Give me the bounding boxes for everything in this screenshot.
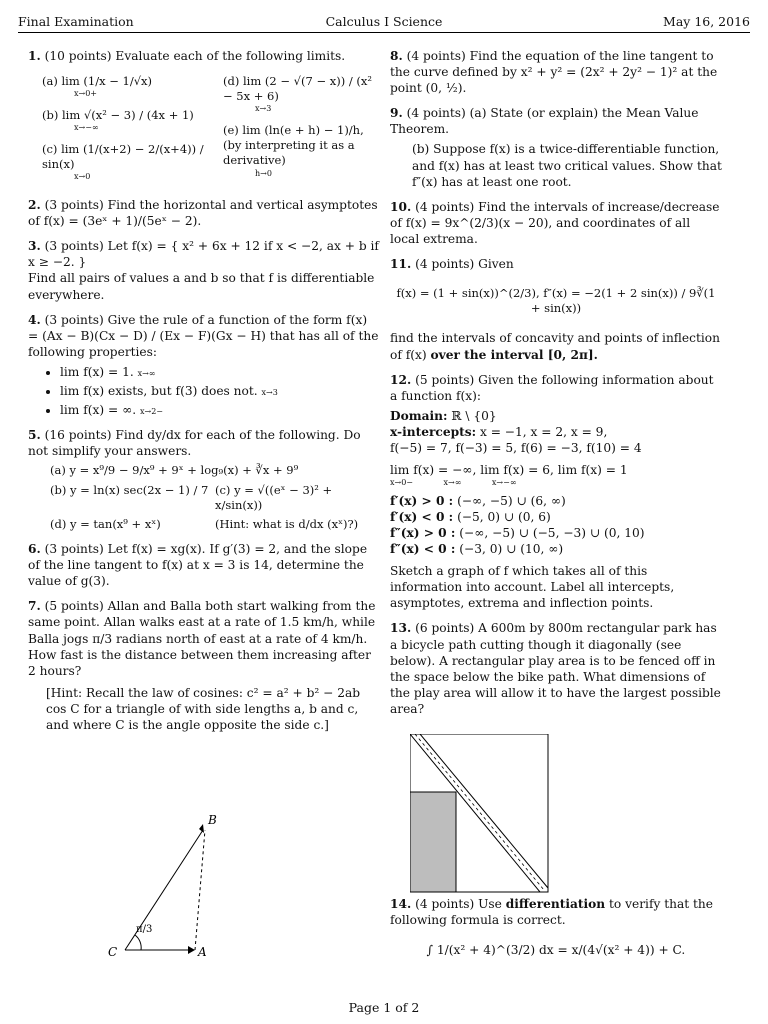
q14-text-post: to verify that the following formula is correct. (390, 897, 713, 928)
header-left: Final Examination (18, 14, 134, 29)
q4-text: Give the rule of a function of the form f(x) = (Ax − B)(Cx − D) / (Ex − F)(Gx − H) that has all of the following properties: (28, 312, 379, 359)
question-13 (390, 620, 722, 717)
q1-part-e-sub: h→0 (255, 168, 272, 178)
q1-part-a-sub: x→0+ (74, 89, 98, 99)
q8-points: (4 points) (406, 49, 466, 63)
label-B: B (208, 813, 217, 827)
q1-part-d-sub: x→3 (255, 104, 272, 114)
q1-part-d: (d) lim (2 − √(7 − x)) / (x² − 5x + 6) (223, 74, 372, 104)
q14-text-bold: differentiation (505, 897, 606, 911)
q5-text: Find dy/dx for each of the following. Do not simplify your answers. (28, 428, 361, 459)
q3-text: Let f(x) = { x² + 6x + 12 if x < −2, ax + b if x ≥ −2. } (28, 239, 379, 270)
q11-text2: find the intervals of concavity and points of inflection of f(x) (390, 331, 720, 362)
question-6 (28, 541, 380, 589)
q4-property-3: • lim f(x) = ∞. x→2− (60, 402, 380, 418)
q6-text: Let f(x) = xg(x). If g′(3) = 2, and the slope of the line tangent to f(x) at x = 3 is 14, determine the value of g(3). (28, 542, 368, 589)
q12-fpp-neg: (−3, 0) ∪ (10, ∞) (459, 542, 564, 557)
q14-number: 14. (390, 897, 412, 911)
q5-part-c: (c) y = √((eˣ − 3)² + x/sin(x)) (215, 482, 333, 512)
q12-xint-label: x-intercepts: (390, 424, 477, 439)
q1-part-a: (a) lim (1/x − 1/√x) (42, 74, 153, 89)
left-column (28, 48, 380, 959)
q9-number: 9. (390, 106, 403, 121)
question-8 (390, 48, 722, 96)
q12-fp-pos: (−∞, −5) ∪ (6, ∞) (457, 493, 566, 508)
q11-points: (4 points) (415, 257, 475, 272)
q12-fpp-neg-label: f″(x) < 0 : (390, 542, 456, 557)
q6-points: (3 points) (44, 542, 104, 557)
q5-part-d: (d) y = tan(x⁹ + xˣ) (50, 516, 161, 531)
question-1 (28, 48, 380, 188)
q9-part-b: (b) Suppose f(x) is a twice-differentiable function, and f(x) has at least two critical values. Show that f″(x) has at least one root. (412, 142, 722, 189)
q3-text2: Find all pairs of values a and b so that f is differentiable everywhere. (28, 271, 375, 302)
right-column (390, 48, 722, 958)
q1-part-c: (c) lim (1/(x+2) − 2/(x+4)) / sin(x) (42, 141, 204, 171)
q2-text: Find the horizontal and vertical asymptotes of f(x) = (3eˣ + 1)/(5eˣ − 2). (28, 198, 378, 229)
q11-formula: f(x) = (1 + sin(x))^(2/3), f″(x) = −2(1 + 2 sin(x)) / 9∛(1 + sin(x)) (396, 286, 716, 316)
question-4 (28, 312, 380, 419)
q14-points: (4 points) (415, 897, 475, 911)
question-5 (28, 427, 380, 532)
q11-number: 11. (390, 257, 412, 272)
q12-text: Given the following information about a function f(x): (390, 372, 714, 403)
q12-xint: x = −1, x = 2, x = 9, (479, 424, 608, 439)
q1-part-b: (b) lim √(x² − 3) / (4x + 1) (42, 107, 194, 122)
q7-number: 7. (28, 599, 41, 614)
q5-number: 5. (28, 428, 41, 443)
q12-domain-label: Domain: (390, 408, 448, 423)
q13-text: A 600m by 800m rectangular park has a bicycle path cutting though it diagonally (see below). A rectangular play area is to be fenced off in the space below the bike path. What dimensions of the play area will allow it to have the largest possible area? (390, 621, 721, 716)
q1-part-b-sub: x→−∞ (74, 122, 99, 132)
q12-values: f(−5) = 7, f(−3) = 5, f(6) = −3, f(10) = 4 (390, 441, 642, 456)
q5-part-a: (a) y = x⁹/9 − 9/x⁹ + 9ˣ + log₉(x) + ∛x + 9⁹ (50, 463, 299, 478)
q14-text-pre: Use (478, 897, 502, 911)
q5-hint: (Hint: what is d/dx (xˣ)?) (215, 516, 359, 531)
question-14 (390, 896, 722, 966)
q7-hint: [Hint: Recall the law of cosines: c² = a² + b² − 2ab cos C for a triangle of with side lengths a, b and c, and where C is the angle opposite the side c.] (46, 685, 361, 733)
q8-text: Find the equation of the line tangent to the curve defined by x² + y² = (2x² + 2y² − 1)² at the point (0, ½). (390, 49, 718, 96)
q11-text2-bold: over the interval [0, 2π]. (430, 347, 598, 362)
q2-number: 2. (28, 198, 41, 213)
q4-number: 4. (28, 312, 41, 327)
q10-number: 10. (390, 199, 412, 214)
page-footer: Page 1 of 2 (348, 999, 420, 1015)
park-diagram (410, 734, 550, 894)
q7-points: (5 points) (44, 599, 104, 614)
q7-triangle-figure (68, 810, 268, 960)
q1-part-e: (e) lim (ln(e + h) − 1)/h, (by interpreting it as a derivative) (223, 122, 364, 168)
q12-points: (5 points) (415, 372, 475, 387)
q1-number: 1. (28, 49, 41, 63)
q12-fpp-pos: (−∞, −5) ∪ (−5, −3) ∪ (0, 10) (459, 525, 645, 540)
q12-fp-pos-label: f′(x) > 0 : (390, 493, 454, 508)
q12-fp-neg: (−5, 0) ∪ (0, 6) (457, 509, 551, 524)
q9-part-a: (a) State (or explain) the Mean Value Theorem. (390, 106, 699, 137)
q12-limits-sub: x→0− x→∞ x→−∞ (390, 478, 517, 488)
q13-number: 13. (390, 621, 412, 636)
header-right: May 16, 2016 (663, 14, 750, 29)
q12-domain: ℝ \ {0} (451, 408, 497, 423)
q12-fp-neg-label: f′(x) < 0 : (390, 509, 454, 524)
q11-text: Given (478, 257, 514, 272)
question-3 (28, 238, 380, 302)
q10-text: Find the intervals of increase/decrease of f(x) = 9x^(2/3)(x − 20), and coordinates of all local extrema. (390, 199, 720, 246)
q10-points: (4 points) (415, 199, 475, 214)
q12-limits: lim f(x) = −∞, lim f(x) = 6, lim f(x) = 1 (390, 463, 628, 478)
q8-number: 8. (390, 49, 403, 63)
header-center: Calculus I Science (325, 14, 443, 29)
question-11 (390, 256, 722, 363)
q4-points: (3 points) (44, 312, 104, 327)
q12-fpp-pos-label: f″(x) > 0 : (390, 525, 456, 540)
q4-property-2: • lim f(x) exists, but f(3) does not. x→3 (60, 383, 380, 399)
q7-text: Allan and Balla both start walking from the same point. Allan walks east at a rate of 1.5 km/h, while Balla jogs π/3 radians north of east at a rate of 4 km/h. How fast is the distance between them increasing after 2 hours? (28, 599, 376, 678)
play-area (410, 792, 456, 892)
q13-points: (6 points) (415, 621, 475, 636)
q1-part-c-sub: x→0 (74, 171, 91, 181)
page-header (18, 12, 750, 33)
label-C: C (108, 945, 118, 959)
q4-property-1: • lim f(x) = 1. x→∞ (60, 364, 380, 380)
question-9 (390, 105, 722, 189)
question-7 (28, 598, 380, 733)
q9-points: (4 points) (406, 106, 466, 121)
q1-text: Evaluate each of the following limits. (115, 49, 346, 63)
label-A: A (198, 945, 207, 959)
question-10 (390, 199, 722, 247)
q5-part-b: (b) y = ln(x) sec(2x − 1) / 7 (50, 482, 209, 497)
q14-formula: ∫ 1/(x² + 4)^(3/2) dx = x/(4√(x² + 4)) + C. (426, 943, 686, 958)
q6-number: 6. (28, 542, 41, 557)
q12-text2: Sketch a graph of f which takes all of this information into account. Label all intercepts, asymptotes, extrema and inflection points. (390, 564, 675, 611)
q1-points: (10 points) (44, 49, 112, 63)
q3-points: (3 points) (44, 239, 104, 254)
question-12 (390, 372, 722, 612)
q12-number: 12. (390, 372, 412, 387)
angle-label: π/3 (136, 924, 153, 935)
question-2 (28, 197, 380, 229)
q5-points: (16 points) (44, 428, 112, 443)
q2-points: (3 points) (44, 198, 104, 213)
q3-number: 3. (28, 239, 41, 254)
